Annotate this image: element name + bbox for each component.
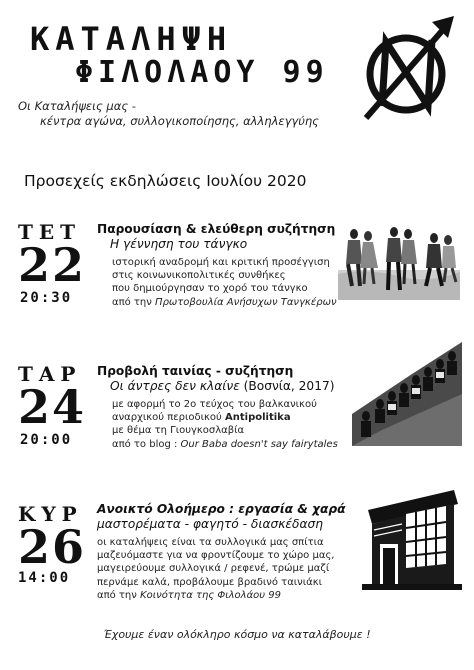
footer-slogan: Έχουμε έναν ολόκληρο κόσμο να καταλάβουμε ! [103,628,371,641]
event-subtitle [110,379,334,393]
description-line [112,411,338,424]
event-date: 22 [18,238,87,292]
description-line: περνάμε καλά, προβάλουμε βραδινό ταινιάκι [97,576,323,588]
description-line: μαζευόμαστε για να φροντίζουμε το χώρο μας, [97,550,335,562]
event-description [97,536,335,602]
description-line: οι καταλήψεις είναι τα συλλογικά μας σπίτια [97,537,324,548]
event-title: Ανοικτό Ολοήμερο : εργασία & χαρά [97,502,346,516]
organizer-prefix: από την [97,589,141,601]
event-day: ΤΕΤ [18,220,82,244]
event-subtitle: μαστορέματα - φαγητό - διασκέδαση [97,517,323,531]
subtitle-line-1: Οι Καταλήψεις μας - [18,99,136,113]
event-card [0,218,474,318]
magazine-name: Antipolitika [225,412,291,424]
event-card [0,360,474,460]
description-text: αναρχικού περιοδικού [112,412,226,424]
description-line [112,438,338,451]
organizer-name: Πρωτοβουλία Ανήσυχων Τανγκέρων [155,296,337,308]
description-line: στις κοινωνικοπολιτικές συνθήκες [112,270,286,282]
event-subtitle: Η γέννηση του τάνγκο [110,237,248,251]
event-day: ΚΥΡ [18,502,83,526]
event-day: ΤΑΡ [18,362,82,386]
squatted-house-drawing-icon [362,486,462,590]
title-line-1: ΚΑΤΑΛΗΨΗ [30,20,233,58]
men-on-slope-film-still-icon [352,334,462,446]
event-time: 14:00 [18,570,71,586]
event-description [112,256,337,309]
film-origin: (Βοσνία, 2017) [239,379,335,393]
description-line [112,296,337,309]
title-line-2: ΦΙΛΟΛΑΟΥ 99 [75,55,329,90]
organizer-prefix: από το blog : [112,438,181,450]
event-time: 20:30 [20,290,73,306]
organizer-name: Κοινότητα της Φιλολάου 99 [140,589,281,601]
film-title: Οι άντρες δεν κλαίνε [110,379,240,393]
events-heading: Προσεχείς εκδηλώσεις Ιουλίου 2020 [24,172,307,190]
event-title: Προβολή ταινίας - συζήτηση [97,364,294,378]
description-line: με αφορμή το 2ο τεύχος του βαλκανικού [112,399,317,410]
description-line [97,589,335,602]
event-date: 26 [18,520,87,574]
organizer-name: Our Baba doesn't say fairytales [180,438,338,450]
description-line: με θέμα τη Γιουγκοσλαβία [112,425,245,437]
event-date: 24 [18,380,87,434]
event-title: Παρουσίαση & ελεύθερη συζήτηση [97,222,336,236]
event-card [0,500,474,610]
anarchist-circle-arrow-icon [360,14,460,122]
tango-dancers-photo-icon [338,224,460,300]
description-line: που δημιούργησαν το χορό του τάνγκο [112,283,308,295]
event-description [112,398,338,451]
organizer-prefix: από την [112,296,156,308]
event-time: 20:00 [20,432,73,448]
description-line: ιστορική αναδρομή και κριτική προσέγγιση [112,257,330,268]
subtitle-line-2: κέντρα αγώνα, συλλογικοποίησης, αλληλεγγύης [40,114,319,128]
description-line: μαγειρεύουμε συλλογικά / ρεφενέ, τρώμε μαζί [97,563,330,575]
